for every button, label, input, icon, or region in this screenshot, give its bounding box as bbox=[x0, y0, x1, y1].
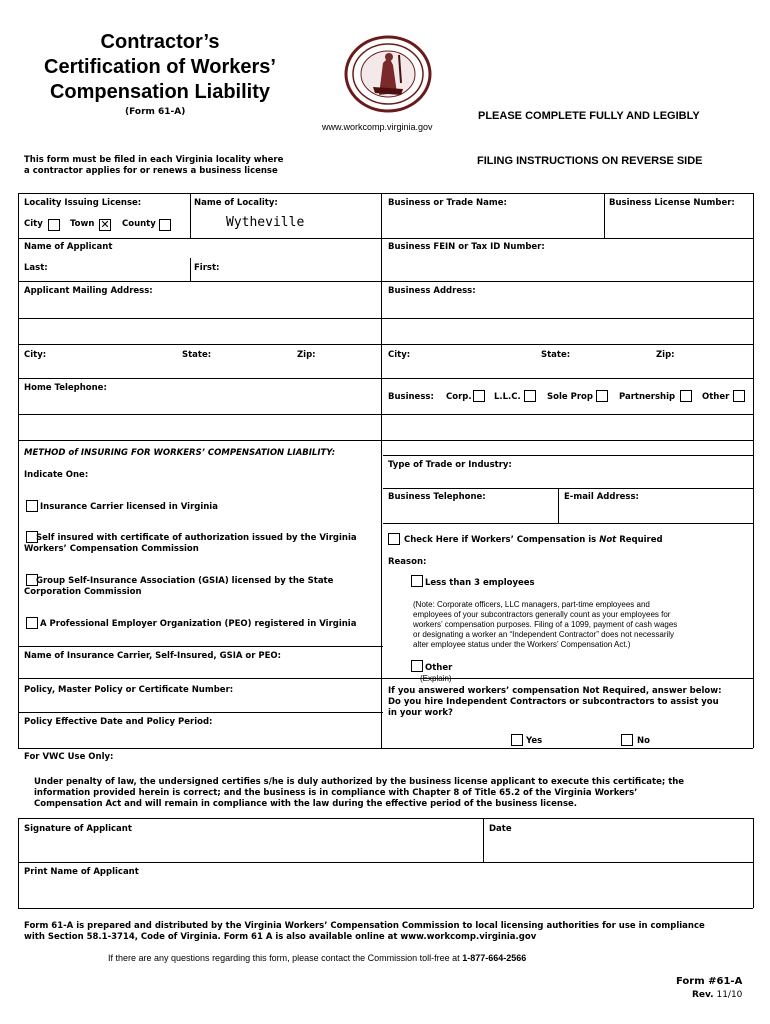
grid-line bbox=[18, 712, 383, 713]
note-line-1: (Note: Corporate officers, LLC managers, part-time employees and bbox=[413, 600, 650, 609]
grid-line bbox=[18, 678, 753, 679]
title-line-2: Certification of Workers’ bbox=[44, 56, 276, 78]
grid-line bbox=[18, 414, 753, 415]
grid-line bbox=[18, 318, 753, 319]
self-insured-label bbox=[36, 533, 357, 544]
grid-line bbox=[383, 488, 753, 489]
grid-line bbox=[18, 646, 383, 647]
partnership-checkbox[interactable] bbox=[680, 390, 692, 402]
city-label: City: bbox=[24, 350, 47, 360]
answered-line-1: If you answered workers’ compensation Not Required, answer below: bbox=[388, 686, 722, 696]
corp-checkbox[interactable] bbox=[473, 390, 485, 402]
business-address-label: Business Address: bbox=[388, 286, 476, 296]
gsia-line-2: Corporation Commission bbox=[24, 587, 142, 597]
prepared-line-1: Form 61-A is prepared and distributed by the Virginia Workers’ Compensation Commission to local licensing authorities for use in compliance bbox=[24, 921, 705, 931]
grid-line bbox=[190, 193, 191, 238]
no-label: No bbox=[637, 736, 650, 746]
please-complete-notice: PLEASE COMPLETE FULLY AND LEGIBLY bbox=[478, 110, 700, 122]
city-checkbox-label: City bbox=[24, 219, 43, 229]
explain-label: (Explain) bbox=[420, 674, 452, 683]
grid-line bbox=[753, 818, 754, 908]
business-type-label: Business: bbox=[388, 392, 434, 402]
footer-form-number: Form #61-A bbox=[676, 976, 743, 987]
yes-label: Yes bbox=[526, 736, 543, 746]
not-required-text: Check Here if Workers’ Compensation is bbox=[404, 535, 600, 545]
not-emphasis: Not bbox=[599, 535, 617, 545]
note-line-2: employees of your subcontractors generally count as your employees for bbox=[413, 610, 671, 619]
town-checkbox-label: Town bbox=[70, 219, 95, 229]
employee-note bbox=[413, 600, 677, 650]
email-label: E-mail Address: bbox=[564, 492, 639, 502]
grid-line bbox=[18, 378, 753, 379]
fein-label: Business FEIN or Tax ID Number: bbox=[388, 242, 545, 252]
grid-line bbox=[18, 748, 753, 749]
carrier-name-label: Name of Insurance Carrier, Self-Insured, GSIA or PEO: bbox=[24, 651, 282, 661]
reason-label: Reason: bbox=[388, 557, 427, 567]
answered-line-3: in your work? bbox=[388, 708, 453, 718]
grid-line bbox=[18, 818, 19, 908]
grid-line bbox=[381, 193, 382, 748]
revision-value: 11/10 bbox=[716, 990, 743, 1000]
certification-line-3: Compensation Act and will remain in compliance with the law during the effective period of the business license. bbox=[34, 799, 577, 809]
phone-number: 1-877-664-2566 bbox=[462, 953, 527, 963]
llc-checkbox[interactable] bbox=[524, 390, 536, 402]
peo-checkbox[interactable] bbox=[26, 617, 38, 629]
mailing-address-label: Applicant Mailing Address: bbox=[24, 286, 153, 296]
business-city-label: City: bbox=[388, 350, 411, 360]
locality-value[interactable]: Wytheville bbox=[226, 215, 305, 230]
grid-line bbox=[604, 193, 605, 238]
yes-checkbox[interactable] bbox=[511, 734, 523, 746]
certification-line-1: Under penalty of law, the undersigned certifies s/he is duly authorized by the business license applicant to execute this certificate; the bbox=[34, 777, 685, 787]
name-of-applicant-label: Name of Applicant bbox=[24, 242, 113, 252]
questions-notice bbox=[108, 953, 526, 963]
prepared-line-2: with Section 58.1-3714, Code of Virginia. Form 61 A is also available online at www.workcomp.virginia.gov bbox=[24, 932, 537, 942]
less-than-3-checkbox[interactable] bbox=[411, 575, 423, 587]
signature-label: Signature of Applicant bbox=[24, 824, 132, 834]
last-name-label: Last: bbox=[24, 263, 48, 273]
form-number: (Form 61-A) bbox=[125, 107, 186, 117]
not-required-label bbox=[404, 535, 663, 545]
grid-line bbox=[18, 344, 753, 345]
state-label: State: bbox=[182, 350, 212, 360]
answered-line-2: Do you hire Independent Contractors or subcontractors to assist you bbox=[388, 697, 719, 707]
first-name-label: First: bbox=[194, 263, 220, 273]
prepared-statement bbox=[24, 921, 754, 943]
county-checkbox[interactable] bbox=[159, 219, 171, 231]
must-file-notice bbox=[24, 155, 324, 177]
questions-text: If there are any questions regarding this form, please contact the Commission toll-free at bbox=[108, 953, 463, 963]
self-insured-line-1: Self insured with certificate of authorization issued by the Virginia bbox=[36, 533, 357, 543]
filing-instructions-notice: FILING INSTRUCTIONS ON REVERSE SIDE bbox=[477, 155, 703, 167]
city-checkbox[interactable] bbox=[48, 219, 60, 231]
grid-line bbox=[383, 523, 753, 524]
grid-line bbox=[18, 193, 19, 748]
grid-line bbox=[18, 440, 753, 441]
gsia-line-1: Group Self-Insurance Association (GSIA) licensed by the State bbox=[36, 576, 334, 586]
revision-label: Rev. bbox=[692, 990, 714, 1000]
note-line-4: or designating a worker an “Independent Contractor” does not necessarily bbox=[413, 630, 675, 639]
form-title bbox=[20, 30, 300, 105]
grid-line bbox=[558, 488, 559, 523]
home-telephone-label: Home Telephone: bbox=[24, 383, 107, 393]
not-required-checkbox[interactable] bbox=[388, 533, 400, 545]
town-checkbox[interactable]: ✕ bbox=[100, 218, 110, 231]
must-file-line-1: This form must be filed in each Virginia locality where bbox=[24, 155, 284, 165]
no-checkbox[interactable] bbox=[621, 734, 633, 746]
note-line-5: alter employee status under the Workers’ Compensation Act.) bbox=[413, 640, 631, 649]
other-reason-label: Other bbox=[425, 663, 453, 673]
trade-industry-label: Type of Trade or Industry: bbox=[388, 460, 512, 470]
certification-statement bbox=[34, 777, 754, 810]
peo-label: A Professional Employer Organization (PEO) registered in Virginia bbox=[40, 619, 357, 629]
date-label: Date bbox=[489, 824, 512, 834]
print-name-label: Print Name of Applicant bbox=[24, 867, 139, 877]
title-line-3: Compensation Liability bbox=[49, 81, 271, 103]
insurance-carrier-checkbox[interactable] bbox=[26, 500, 38, 512]
other-business-label: Other bbox=[702, 392, 730, 402]
required-text: Required bbox=[616, 535, 663, 545]
corp-label: Corp. bbox=[446, 392, 472, 402]
business-license-label: Business License Number: bbox=[609, 198, 735, 208]
self-insured-line-2: Workers’ Compensation Commission bbox=[24, 544, 199, 554]
zip-label: Zip: bbox=[297, 350, 316, 360]
business-name-label: Business or Trade Name: bbox=[388, 198, 507, 208]
must-file-line-2: a contractor applies for or renews a business license bbox=[24, 166, 278, 176]
title-line-1: Contractor’s bbox=[100, 31, 220, 53]
indicate-one-label: Indicate One: bbox=[24, 470, 89, 480]
grid-line bbox=[18, 238, 753, 239]
grid-line bbox=[18, 862, 753, 863]
business-state-label: State: bbox=[541, 350, 571, 360]
virginia-seal-logo bbox=[343, 35, 433, 113]
revision bbox=[692, 990, 742, 1000]
grid-line bbox=[18, 281, 753, 282]
county-checkbox-label: County bbox=[122, 219, 156, 229]
website-link[interactable]: www.workcomp.virginia.gov bbox=[322, 122, 433, 132]
method-heading: METHOD of INSURING FOR WORKERS’ COMPENSATION LIABILITY: bbox=[24, 448, 336, 458]
sole-prop-checkbox[interactable] bbox=[596, 390, 608, 402]
less-than-3-label: Less than 3 employees bbox=[425, 578, 535, 588]
grid-line bbox=[483, 818, 484, 862]
other-reason-checkbox[interactable] bbox=[411, 660, 423, 672]
llc-label: L.L.C. bbox=[494, 392, 521, 402]
insurance-carrier-label: Insurance Carrier licensed in Virginia bbox=[40, 502, 218, 512]
answered-question bbox=[388, 686, 721, 719]
partnership-label: Partnership bbox=[619, 392, 676, 402]
other-business-checkbox[interactable] bbox=[733, 390, 745, 402]
policy-number-label: Policy, Master Policy or Certificate Number: bbox=[24, 685, 234, 695]
business-telephone-label: Business Telephone: bbox=[388, 492, 486, 502]
grid-line bbox=[753, 193, 754, 748]
sole-prop-label: Sole Prop bbox=[547, 392, 593, 402]
grid-line bbox=[383, 455, 753, 456]
grid-line bbox=[18, 193, 753, 194]
grid-line bbox=[190, 258, 191, 281]
business-zip-label: Zip: bbox=[656, 350, 675, 360]
grid-line bbox=[18, 818, 753, 819]
note-line-3: workers’ compensation purposes. Filing of a 1099, payment of cash wages bbox=[413, 620, 678, 629]
grid-line bbox=[18, 908, 753, 909]
policy-date-label: Policy Effective Date and Policy Period: bbox=[24, 717, 213, 727]
locality-issuing-label: Locality Issuing License: bbox=[24, 198, 142, 208]
vwc-use-label: For VWC Use Only: bbox=[24, 752, 114, 762]
certification-line-2: information provided herein is correct; and the business is in compliance with Chapter 8 of Title 65.2 of the Virginia Workers’ bbox=[34, 788, 638, 798]
name-of-locality-label: Name of Locality: bbox=[194, 198, 278, 208]
